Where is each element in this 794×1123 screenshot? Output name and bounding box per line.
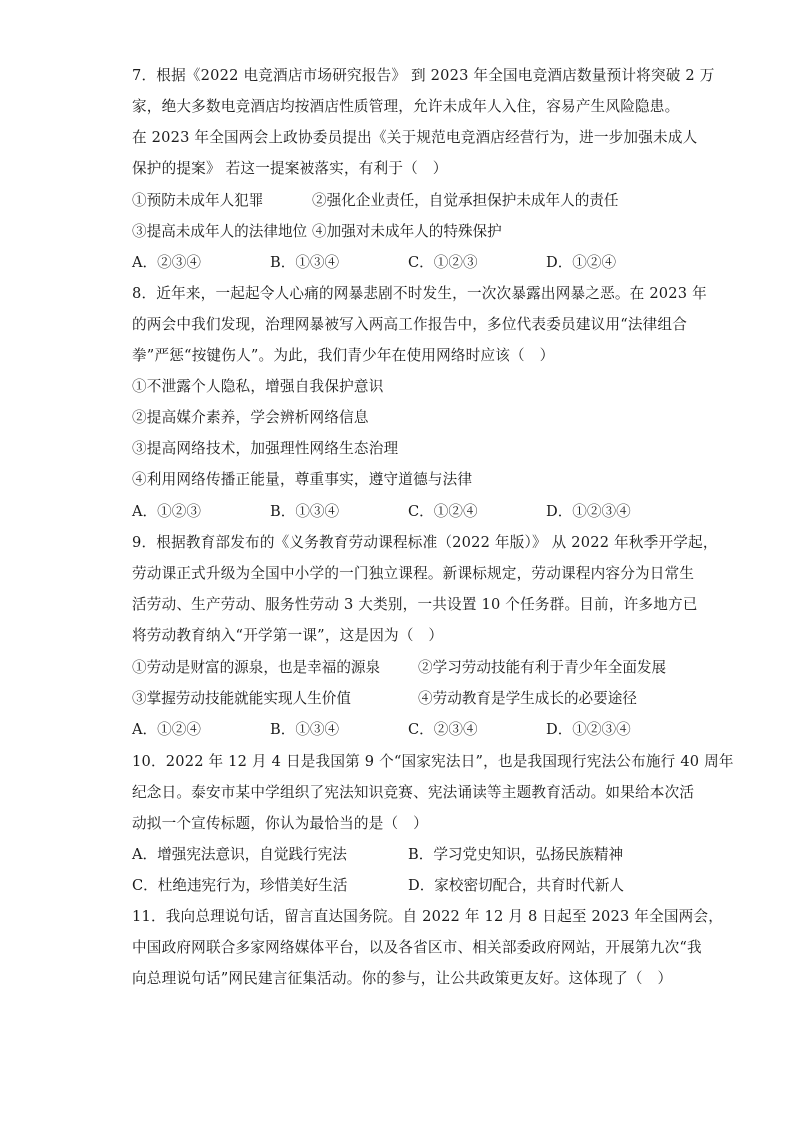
option-d[interactable]: D．①②④: [546, 254, 617, 271]
option-c[interactable]: C．①②④: [408, 503, 478, 520]
question-text-line: 动拟一个宣传标题，你认为最恰当的是（ ）: [132, 815, 428, 832]
statement-3: ③掌握劳动技能就能实现人生价值: [132, 690, 351, 707]
option-d[interactable]: D．①②③④: [546, 721, 631, 738]
statement-row: [132, 689, 672, 709]
question-text-line: 9．根据教育部发布的《义务教育劳动课程标准（2022 年版）》 从 2022 年秋季开学起，: [132, 534, 718, 551]
question-text-line: 在 2023 年全国两会上政协委员提出《关于规范电竞酒店经营行为，进一步加强未成人: [132, 129, 698, 146]
question-text-line: 拳”严惩“按键伤人”。为此，我们青少年在使用网络时应该（ ）: [132, 347, 555, 364]
statement-3: ③提高未成年人的法律地位: [132, 223, 308, 240]
question-text-line: 向总理说句话”网民建言征集活动。你的参与，让公共政策更友好。这体现了（ ）: [132, 970, 673, 987]
question-text-line: 7．根据《2022 电竞酒店市场研究报告》 到 2023 年全国电竞酒店数量预计将突破 2 万: [132, 67, 715, 84]
option-d[interactable]: D．①②③④: [546, 503, 631, 520]
statement-2: ②强化企业责任，自觉承担保护未成年人的责任: [312, 192, 619, 209]
statement-1: ①劳动是财富的源泉，也是幸福的源泉: [132, 659, 381, 676]
statement-row: [132, 658, 672, 678]
option-b[interactable]: B．①③④: [270, 721, 340, 738]
question-text-line: 家，绝大多数电竞酒店均按酒店性质管理，允许未成年人入住，容易产生风险隐患。: [132, 98, 680, 115]
question-text-line: 的两会中我们发现，治理网暴被写入两高工作报告中，多位代表委员建议用“法律组合: [132, 316, 688, 333]
question-text-line: 保护的提案》 若这一提案被落实，有利于（ ）: [132, 160, 448, 177]
statement-4: ④利用网络传播正能量，尊重事实，遵守道德与法律: [132, 471, 473, 488]
question-text-line: 劳动课正式升级为全国中小学的一门独立课程。新课标规定，劳动课程内容分为日常生: [132, 565, 695, 582]
option-c[interactable]: C．杜绝违宪行为，珍惜美好生活: [132, 877, 348, 894]
options-row: [132, 502, 672, 522]
option-a[interactable]: A．增强宪法意识，自觉践行宪法: [132, 846, 347, 863]
question-text-line: 11．我向总理说句话，留言直达国务院。自 2022 年 12 月 8 日起至 2023 年全国两会，: [132, 908, 724, 925]
question-text-line: 10．2022 年 12 月 4 日是我国第 9 个“国家宪法日”，也是我国现行宪法公布施行 40 周年: [132, 753, 734, 770]
statement-1: ①预防未成年人犯罪: [132, 192, 264, 209]
statement-2: ②学习劳动技能有利于青少年全面发展: [418, 659, 667, 676]
option-b[interactable]: B．学习党史知识，弘扬民族精神: [408, 846, 624, 863]
options-row: [132, 876, 672, 896]
statement-row: [132, 222, 672, 242]
question-text-line: 中国政府网联合多家网络媒体平台，以及各省区市、相关部委政府网站，开展第九次“我: [132, 939, 702, 956]
statement-row: [132, 191, 672, 211]
statement-4: ④加强对未成年人的特殊保护: [312, 223, 502, 240]
option-c[interactable]: C．②③④: [408, 721, 478, 738]
question-text-line: 将劳动教育纳入“开学第一课”，这是因为（ ）: [132, 627, 444, 644]
options-row: [132, 845, 672, 865]
statement-2: ②提高媒介素养，学会辨析网络信息: [132, 409, 369, 426]
statement-1: ①不泄露个人隐私，增强自我保护意识: [132, 378, 384, 395]
statement-3: ③提高网络技术，加强理性网络生态治理: [132, 440, 399, 457]
option-b[interactable]: B．①③④: [270, 503, 340, 520]
option-a[interactable]: A．①②③: [132, 503, 201, 520]
option-d[interactable]: D．家校密切配合，共育时代新人: [408, 877, 625, 894]
option-c[interactable]: C．①②③: [408, 254, 478, 271]
option-a[interactable]: A．②③④: [132, 254, 201, 271]
statement-4: ④劳动教育是学生成长的必要途径: [418, 690, 637, 707]
question-text-line: 活劳动、生产劳动、服务性劳动 3 大类别，一共设置 10 个任务群。目前，许多地方已: [132, 596, 698, 613]
options-row: [132, 720, 672, 740]
question-text-line: 8．近年来，一起起令人心痛的网暴悲剧不时发生，一次次暴露出网暴之恶。在 2023 年: [132, 285, 707, 302]
option-b[interactable]: B．①③④: [270, 254, 340, 271]
options-row: [132, 253, 672, 273]
option-a[interactable]: A．①②④: [132, 721, 201, 738]
question-text-line: 纪念日。泰安市某中学组织了宪法知识竞赛、宪法诵读等主题教育活动。如果给本次活: [132, 784, 695, 801]
